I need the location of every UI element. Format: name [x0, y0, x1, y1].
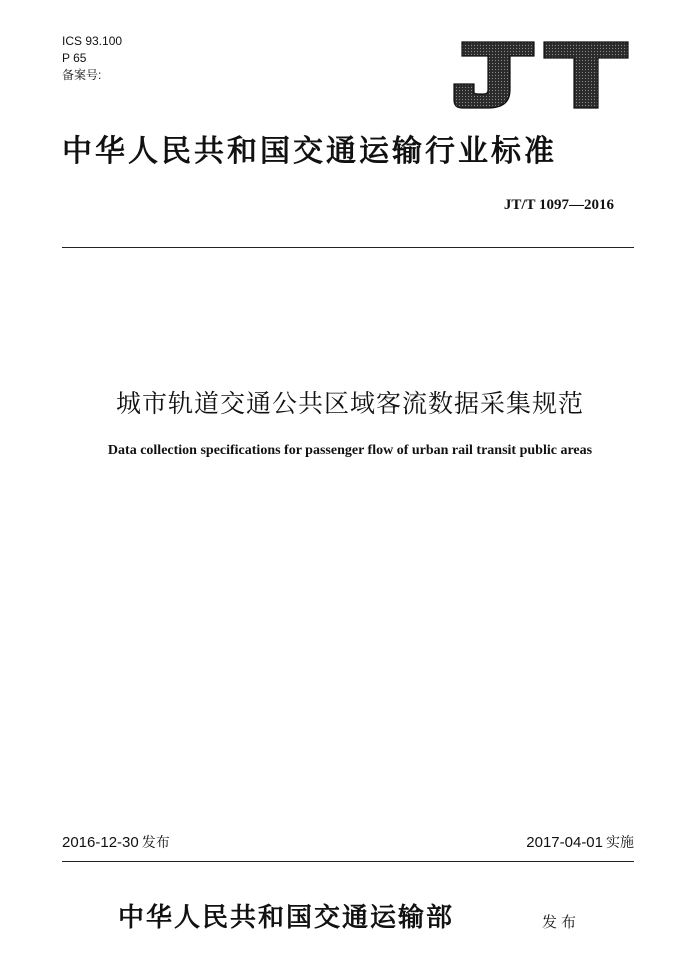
implementation-date: 2017-04-01 — [526, 834, 603, 851]
record-number-label: 备案号: — [62, 68, 102, 82]
p-code: P 65 — [62, 51, 87, 65]
jt-logo-icon — [452, 38, 632, 112]
publisher-name: 中华人民共和国交通运输部 — [118, 903, 455, 933]
bottom-divider — [62, 861, 634, 862]
standard-number: JT/T 1097—2016 — [503, 197, 614, 213]
issue-date: 2016-12-30 — [62, 834, 139, 851]
standard-category-title: 中华人民共和国交通运输行业标准 — [62, 134, 557, 169]
implementation-label: 实施 — [606, 835, 634, 851]
issue-date-row — [62, 833, 170, 853]
document-title-en: Data collection specifications for passenger flow of urban rail transit public areas — [107, 443, 593, 458]
ics-code: ICS 93.100 — [62, 34, 123, 48]
document-title-cn: 城市轨道交通公共区域客流数据采集规范 — [115, 389, 584, 418]
publish-label: 发布 — [542, 913, 581, 931]
issue-label: 发布 — [141, 835, 170, 851]
implementation-date-row — [526, 833, 634, 853]
top-divider — [62, 247, 634, 248]
